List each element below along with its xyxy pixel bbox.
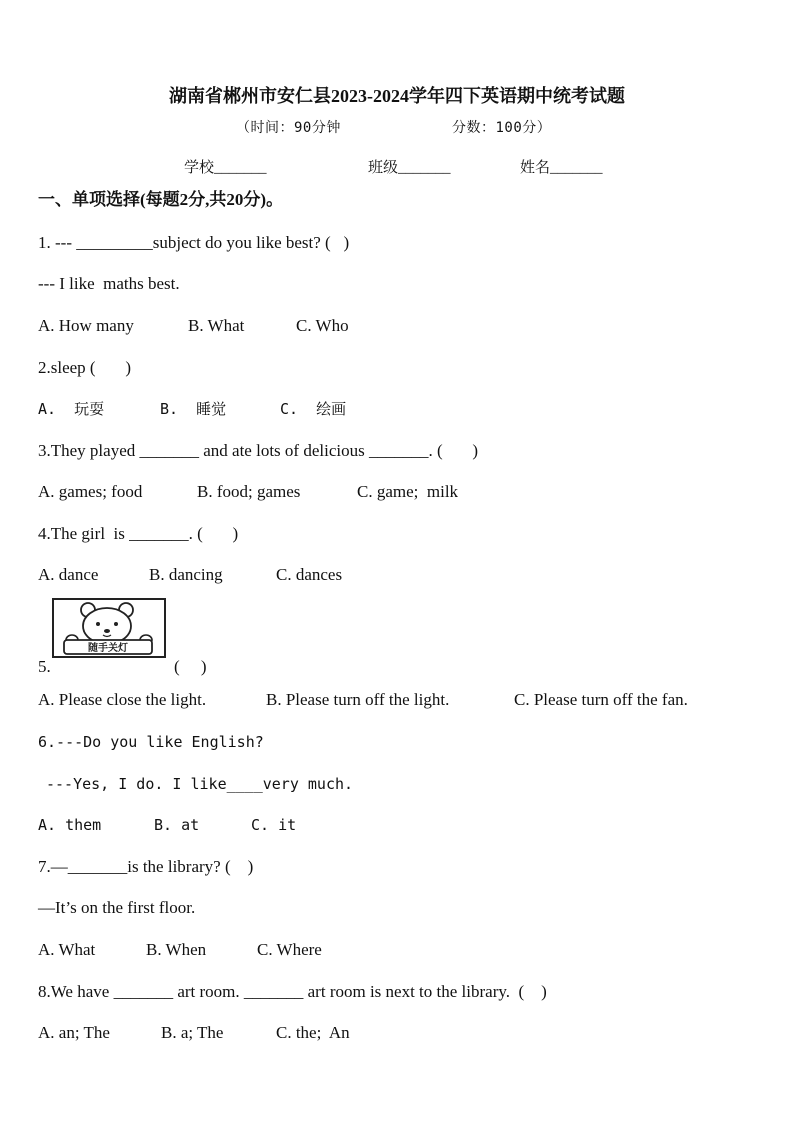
question-4-option-b[interactable]: B. dancing (149, 565, 223, 584)
question-5-option-b[interactable]: B. Please turn off the light. (266, 690, 450, 709)
question-3-option-b[interactable]: B. food; games (197, 482, 301, 501)
question-2-option-b[interactable]: B. 睡觉 (160, 400, 227, 418)
bear-nose (104, 629, 110, 633)
bear-right-eye (114, 622, 118, 626)
question-4-stem: 4.The girl is _______. ( ) (38, 524, 239, 543)
class-field[interactable]: 班级_______ (368, 160, 451, 176)
question-2-option-c[interactable]: C. 绘画 (280, 400, 347, 418)
exam-time: （时间：90分钟 (236, 120, 341, 136)
question-4-option-c[interactable]: C. dances (276, 565, 343, 584)
question-1-answer-line: --- I like maths best. (38, 274, 180, 293)
exam-score: 分数：100分） (452, 120, 552, 136)
question-6-option-b[interactable]: B. at (154, 816, 200, 834)
question-7-option-b[interactable]: B. When (146, 940, 207, 959)
question-5-option-c[interactable]: C. Please turn off the fan. (514, 690, 688, 709)
bear-sign-drawing (54, 600, 164, 656)
question-3-option-c[interactable]: C. game; milk (357, 482, 459, 501)
question-6-option-c[interactable]: C. it (251, 816, 297, 834)
question-5-bracket: ( ) (174, 657, 207, 676)
question-8-option-c[interactable]: C. the; An (276, 1023, 350, 1042)
question-3-stem: 3.They played _______ and ate lots of delicious _______. ( ) (38, 441, 479, 460)
bear-sign-image (52, 598, 166, 658)
question-1-option-c[interactable]: C. Who (296, 316, 349, 335)
question-2-stem: 2.sleep ( ) (38, 358, 132, 377)
section-heading: 一、单项选择(每题2分,共20分)。 (38, 190, 284, 209)
question-8-stem: 8.We have _______ art room. _______ art room is next to the library. ( ) (38, 982, 547, 1001)
bear-left-eye (96, 622, 100, 626)
bear-head (83, 608, 131, 644)
question-5-number: 5. (38, 657, 51, 676)
question-7-option-c[interactable]: C. Where (257, 940, 322, 959)
question-6-answer-line: ---Yes, I do. I like____very much. (46, 775, 354, 793)
question-1-stem: 1. --- _________subject do you like best? ( ) (38, 233, 350, 252)
question-7-option-a[interactable]: A. What (38, 940, 96, 959)
question-3-option-a[interactable]: A. games; food (38, 482, 143, 501)
question-5-option-a[interactable]: A. Please close the light. (38, 690, 207, 709)
question-8-option-a[interactable]: A. an; The (38, 1023, 110, 1042)
name-field[interactable]: 姓名_______ (520, 160, 603, 176)
sign-text: 随手关灯 (88, 643, 128, 654)
question-7-answer-line: —It’s on the first floor. (38, 898, 196, 917)
question-6-stem: 6.---Do you like English? (38, 733, 264, 751)
question-1-option-a[interactable]: A. How many (38, 316, 134, 335)
question-6-option-a[interactable]: A. them (38, 816, 102, 834)
question-8-option-b[interactable]: B. a; The (161, 1023, 224, 1042)
question-7-stem: 7.—_______is the library? ( ) (38, 857, 254, 876)
school-field[interactable]: 学校_______ (184, 160, 267, 176)
question-4-option-a[interactable]: A. dance (38, 565, 99, 584)
page-title: 湖南省郴州市安仁县2023-2024学年四下英语期中统考试题 (169, 86, 625, 106)
question-1-option-b[interactable]: B. What (188, 316, 245, 335)
question-2-option-a[interactable]: A. 玩耍 (38, 400, 105, 418)
